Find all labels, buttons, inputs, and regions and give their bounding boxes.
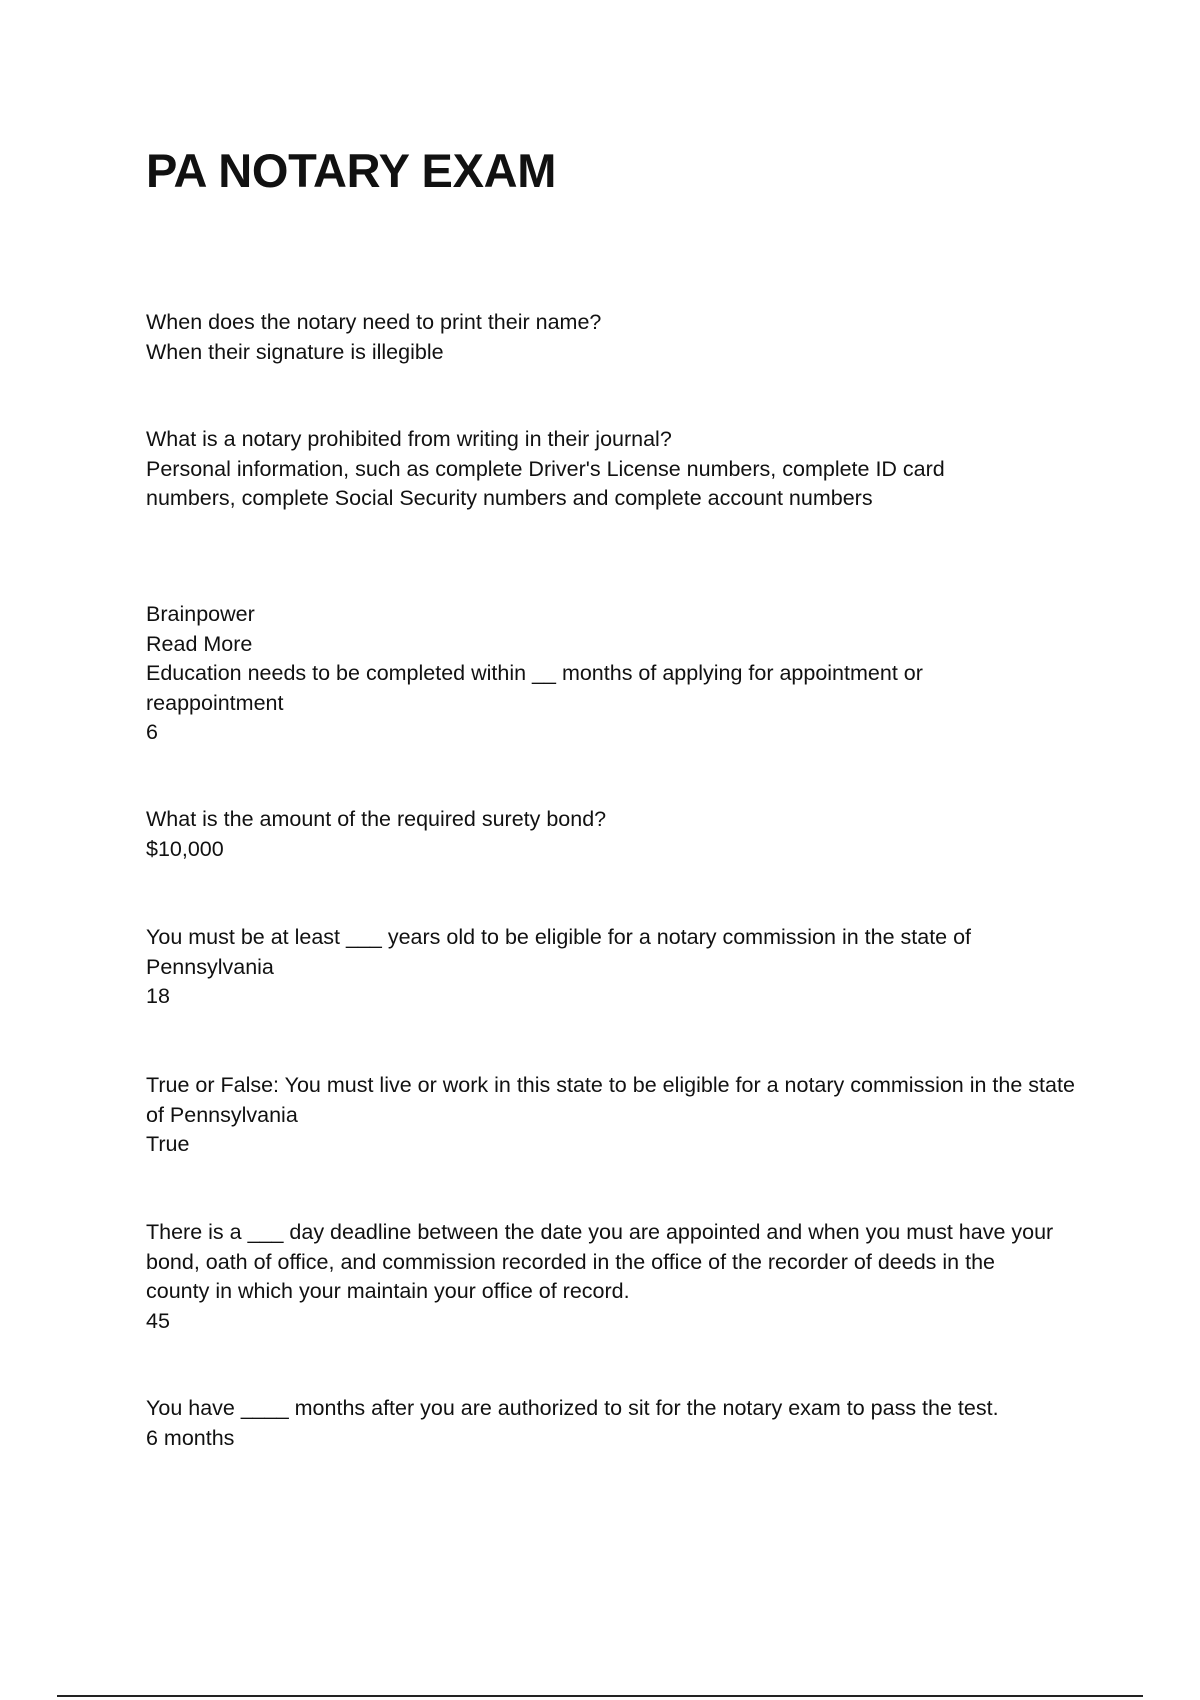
answer-text: 18 [146,984,170,1008]
qa-item [146,1218,1061,1336]
answer-text: When their signature is illegible [146,339,444,364]
page-title: PA NOTARY EXAM [146,144,557,197]
answer-text: 6 months [146,1425,235,1450]
qa-item [146,308,906,367]
answer-text: True [146,1132,190,1156]
qa-item [146,600,976,748]
brainpower-text: Brainpower [146,602,255,626]
read-more-link[interactable]: Read More [146,631,253,656]
qa-item [146,1071,1076,1160]
qa-item [146,1394,1076,1453]
question-text: What is a notary prohibited from writing in their journal? [146,427,672,451]
answer-text: Personal information, such as complete Driver's License numbers, complete ID card numbers, complete Social Security numbers and complete account numbers [146,456,945,510]
qa-item [146,805,976,864]
qa-item [146,425,981,514]
question-text: You must be at least ___ years old to be eligible for a notary commission in the state of Pennsylvania [146,925,972,979]
question-text: There is a ___ day deadline between the date you are appointed and when you must have your bond, oath of office, and commission recorded in the office of the recorder of deeds in the county in which your maintain your office of record. [146,1220,1054,1303]
question-text: Education needs to be completed within __ months of applying for appointment or reappointment [146,661,923,715]
answer-text: 45 [146,1308,170,1333]
question-text: When does the notary need to print their name? [146,310,602,334]
question-text: You have ____ months after you are authorized to sit for the notary exam to pass the test. [146,1396,999,1420]
question-text: True or False: You must live or work in this state to be eligible for a notary commission in the state of Pennsylvania [146,1073,1075,1127]
answer-text: $10,000 [146,836,224,861]
qa-item [146,923,1046,1012]
question-text: What is the amount of the required surety bond? [146,807,607,831]
footer-divider [57,1695,1143,1697]
answer-text: 6 [146,720,158,744]
